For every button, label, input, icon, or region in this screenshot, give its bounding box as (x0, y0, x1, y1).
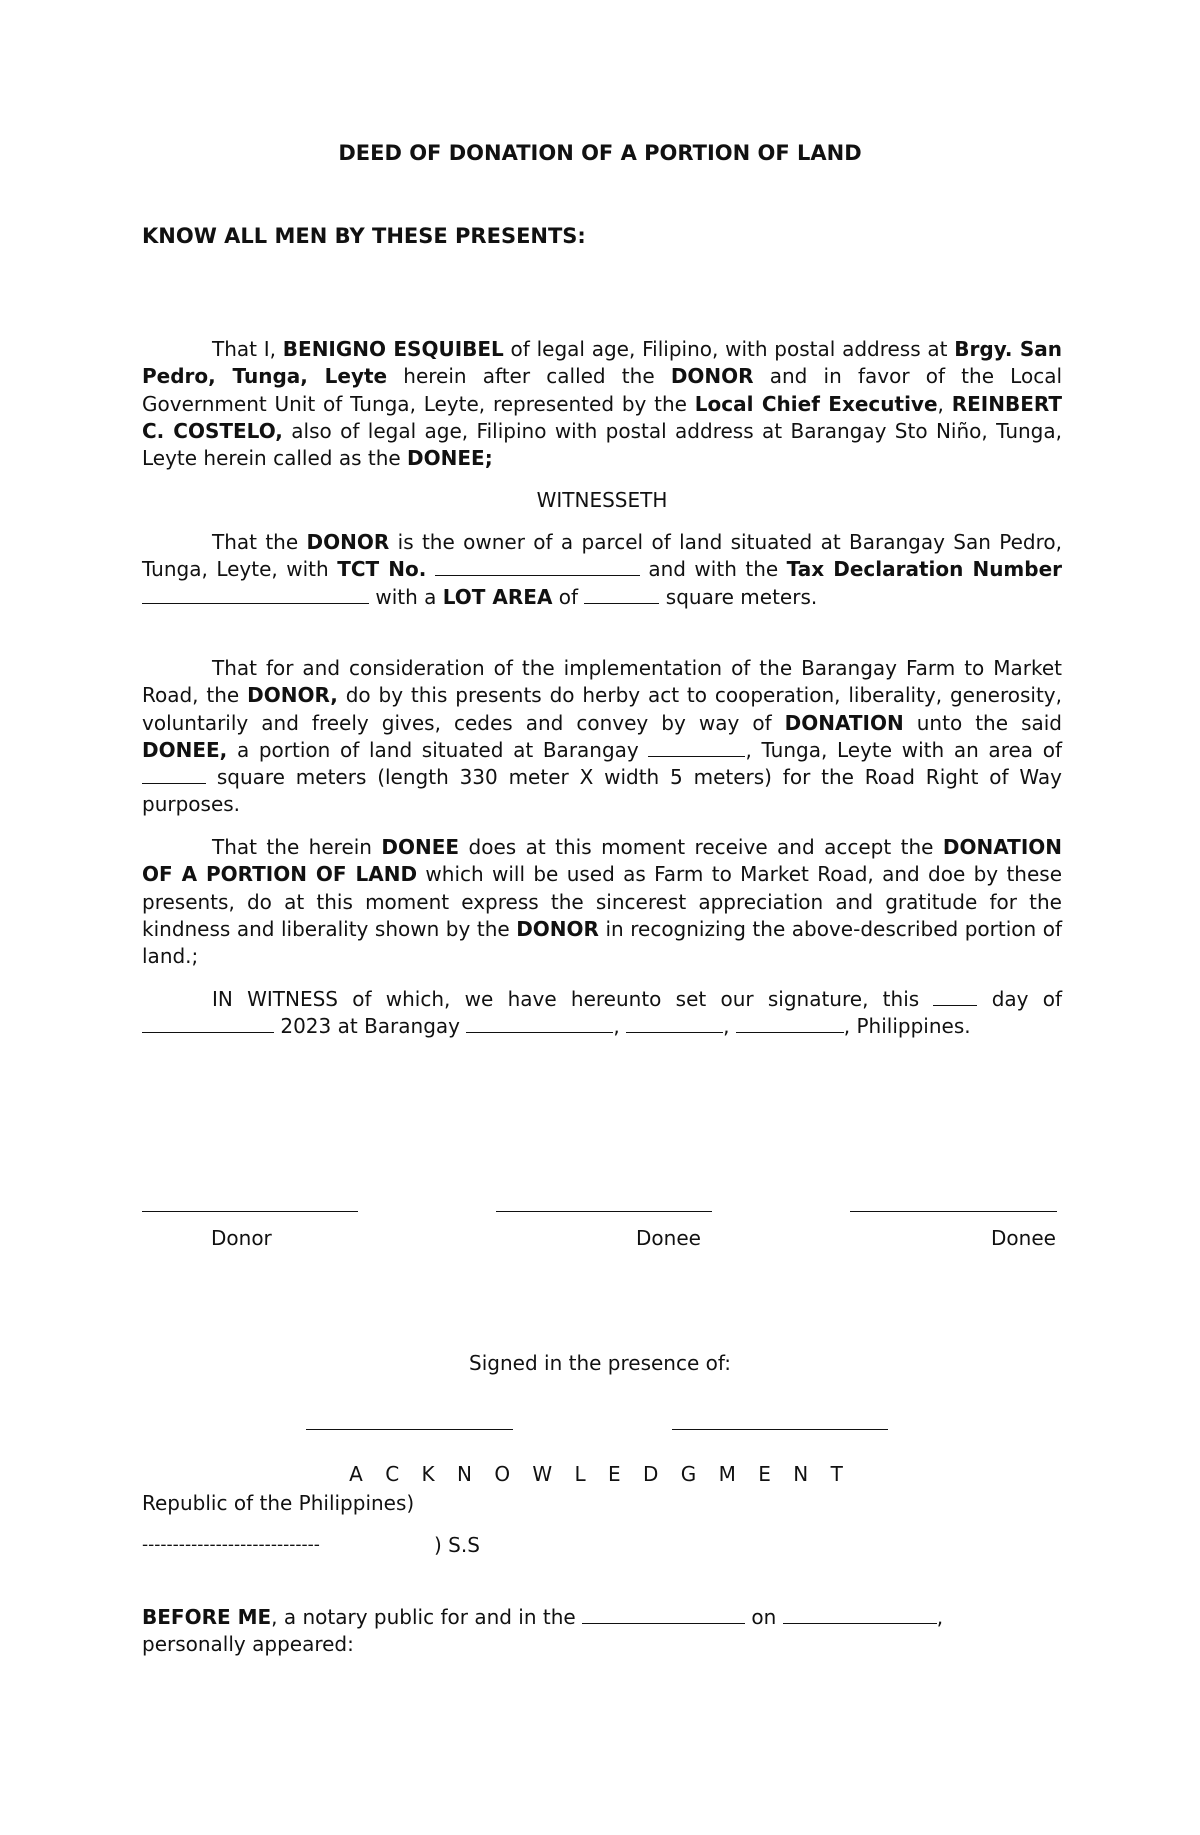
know-all-men-heading: KNOW ALL MEN BY THESE PRESENTS: (142, 224, 586, 248)
donor-address: Brgy. San Pedro, Tunga, Leyte (142, 337, 1063, 389)
venue-dashes: ----------------------------- (142, 1535, 320, 1555)
month-blank[interactable] (142, 1013, 274, 1033)
area-blank[interactable] (142, 764, 206, 784)
donee-label-1: Donee (636, 1226, 701, 1250)
witness-signature-line-1[interactable] (306, 1429, 513, 1430)
paragraph-parties: That I, BENIGNO ESQUIBEL of legal age, Filipino, with postal address at Brgy. San Pedro, Tunga, Leyte herein after called the DONOR and in favor of the Local Government Unit of Tunga, Leyte, represented by the Local Chief Executive, REINBERT C. COSTELO, also of legal age, Filipino with postal address at Barangay Sto Niño, Tunga, Leyte herein called as the DONEE; (142, 337, 1063, 471)
paragraph-donation: That for and consideration of the implementation of the Barangay Farm to Market Road, the DONOR, do by this presents do herby act to cooperation, liberality, generosity, voluntarily and freely gives, cedes and convey by way of DONATION unto the said DONEE, a portion of land situated at Barangay , Tunga, Leyte with an area of square meters (length 330 meter X width 5 meters) for the Road Right of Way purposes. (142, 656, 1062, 817)
witness-barangay-blank[interactable] (466, 1013, 613, 1033)
donor-label: Donor (211, 1226, 272, 1250)
witnesseth-heading: WITNESSETH (536, 488, 668, 512)
notary-date-blank[interactable] (783, 1604, 937, 1624)
notary-place-blank[interactable] (582, 1604, 745, 1624)
donor-signature-line[interactable] (142, 1211, 358, 1212)
before-me-label: BEFORE ME (142, 1605, 272, 1629)
paragraph-ownership: That the DONOR is the owner of a parcel of land situated at Barangay San Pedro, Tunga, Leyte, with TCT No. and with the Tax Declaration Number with a LOT AREA of square meters. (142, 530, 1063, 609)
ss-label: ) S.S (434, 1533, 480, 1557)
day-blank[interactable] (933, 986, 977, 1006)
signed-in-presence: Signed in the presence of: (469, 1351, 731, 1375)
donee-signature-line-2[interactable] (850, 1211, 1057, 1212)
tct-blank[interactable] (435, 556, 640, 576)
barangay-blank[interactable] (648, 737, 745, 757)
tax-declaration-blank[interactable] (142, 584, 369, 604)
acknowledgment-heading: A C K N O W L E D G M E N T (349, 1462, 851, 1486)
local-chief-executive: Local Chief Executive (694, 391, 938, 416)
donee-label-2: Donee (991, 1226, 1056, 1250)
paragraph-acceptance: That the herein DONEE does at this moment receive and accept the DONATION OF A PORTION OF LAND which will be used as Farm to Market Road, and doe by these presents, do at this moment express the sincerest appreciation and gratitude for the kindness and liberality shown by the DONOR in recognizing the above-described portion of land.; (142, 835, 1062, 969)
donee-signature-line-1[interactable] (496, 1211, 712, 1212)
lot-area-label: LOT AREA (442, 584, 553, 609)
donee-name: REINBERT C. COSTELO, (142, 391, 1062, 443)
witness-province-blank[interactable] (736, 1013, 844, 1033)
donor-name: BENIGNO ESQUIBEL (282, 337, 504, 361)
before-me-paragraph: BEFORE ME, a notary public for and in the on , personally appeared: (142, 1605, 944, 1657)
witness-municipality-blank[interactable] (626, 1013, 723, 1033)
tax-declaration-label: Tax Declaration Number (786, 557, 1063, 582)
witness-signature-line-2[interactable] (672, 1429, 888, 1430)
personally-appeared: personally appeared: (142, 1632, 354, 1657)
republic-line: Republic of the Philippines) (142, 1491, 415, 1515)
lot-area-blank[interactable] (584, 584, 659, 604)
tct-label: TCT No. (337, 557, 427, 582)
paragraph-in-witness: IN WITNESS of which, we have hereunto set our signature, this day of 2023 at Barangay , , , Philippines. (142, 986, 1062, 1041)
document-title: DEED OF DONATION OF A PORTION OF LAND (338, 141, 862, 165)
